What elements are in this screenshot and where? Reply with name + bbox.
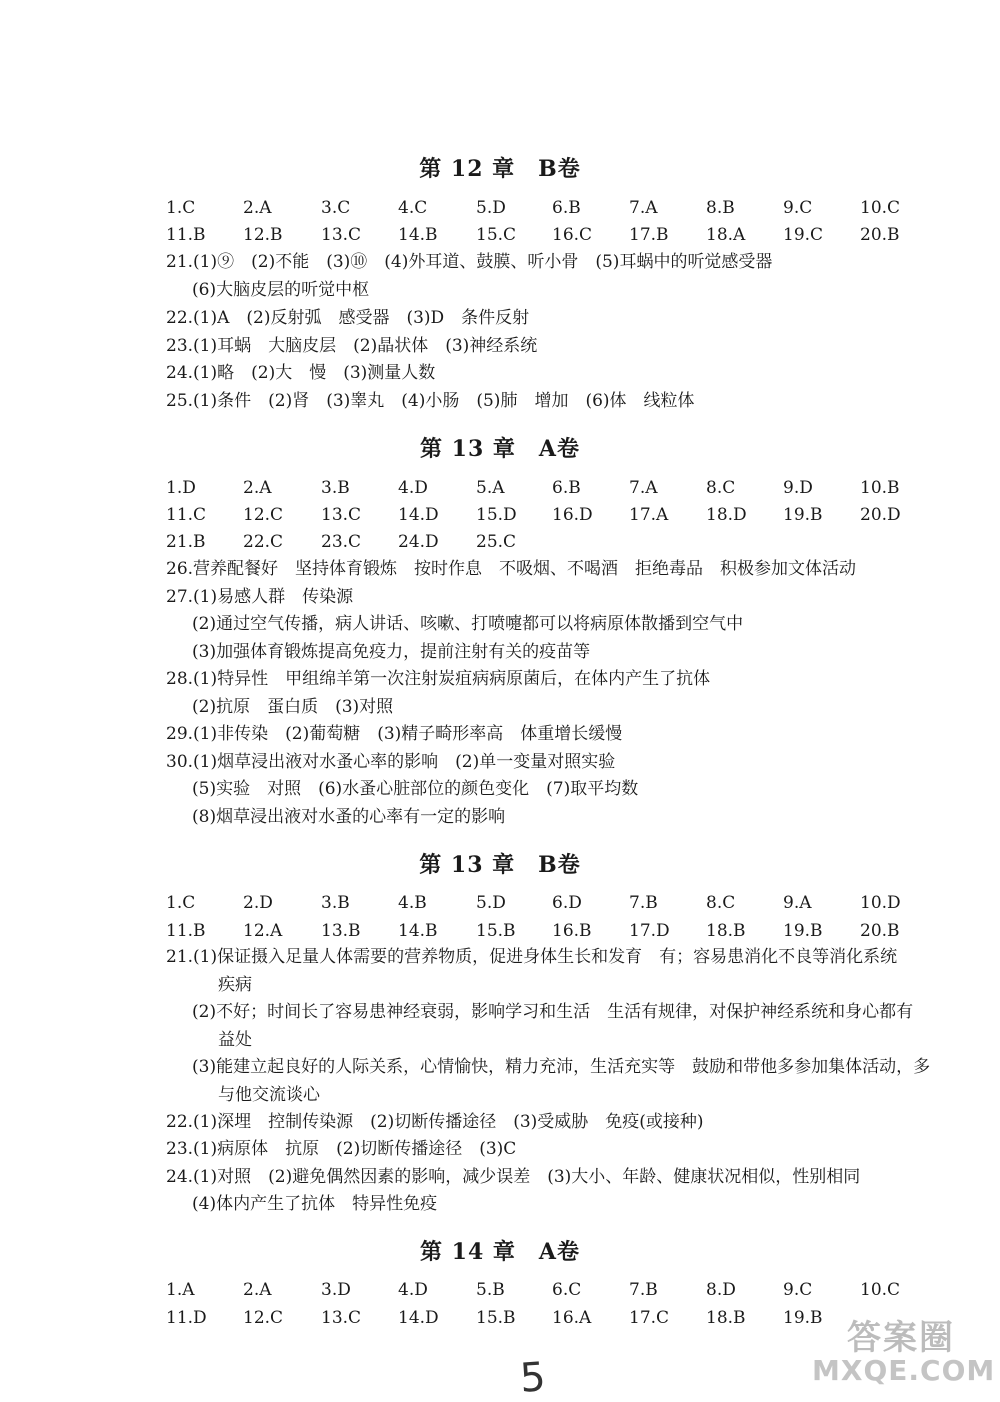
answer-row xyxy=(0,478,1000,504)
answer-cell: 7.B xyxy=(629,893,658,913)
answer-cell: 4.C xyxy=(398,198,428,218)
watermark-url: MXQE.COM xyxy=(812,1354,996,1387)
answer-cell: 13.C xyxy=(321,505,362,525)
answer-cell: 7.A xyxy=(629,478,658,498)
answer-cell: 18.B xyxy=(706,921,746,941)
answer-cell: 15.B xyxy=(476,1308,516,1328)
answer-cell: 1.C xyxy=(166,893,196,913)
answer-line: (3)加强体育锻炼提高免疫力，提前注射有关的疫苗等 xyxy=(192,642,591,662)
answer-cell: 1.C xyxy=(166,198,196,218)
answer-line: 21.(1)保证摄入足量人体需要的营养物质，促进身体生长和发育 有；容易患消化不良等消化系统 xyxy=(166,947,898,967)
answer-line: (4)体内产生了抗体 特异性免疫 xyxy=(192,1194,438,1214)
answer-cell: 19.C xyxy=(783,225,824,245)
section-heading: 第 13 章 A卷 xyxy=(419,436,580,462)
answer-line: 22.(1)A (2)反射弧 感受器 (3)D 条件反射 xyxy=(166,308,530,328)
answer-line: 22.(1)深埋 控制传染源 (2)切断传播途径 (3)受威胁 免疫(或接种) xyxy=(166,1112,704,1132)
answer-cell: 4.D xyxy=(398,478,428,498)
answer-cell: 17.B xyxy=(629,225,669,245)
answer-row xyxy=(0,225,1000,251)
answer-cell: 5.A xyxy=(476,478,505,498)
answer-line: (3)能建立起良好的人际关系，心情愉快，精力充沛，生活充实等 鼓励和带他多参加集体活动，多 xyxy=(192,1057,931,1077)
answer-line: (2)通过空气传播，病人讲话、咳嗽、打喷嚏都可以将病原体散播到空气中 xyxy=(192,614,744,634)
answer-cell: 13.C xyxy=(321,225,362,245)
answer-cell: 16.D xyxy=(552,505,593,525)
answer-cell: 2.A xyxy=(243,1280,272,1300)
answer-cell: 17.C xyxy=(629,1308,670,1328)
answer-cell: 5.B xyxy=(476,1280,505,1300)
answer-cell: 12.C xyxy=(243,505,284,525)
answer-line: 30.(1)烟草浸出液对水蚤心率的影响 (2)单一变量对照实验 xyxy=(166,752,616,772)
answer-line: 27.(1)易感人群 传染源 xyxy=(166,587,354,607)
answer-line: 24.(1)略 (2)大 慢 (3)测量人数 xyxy=(166,363,436,383)
answer-cell: 10.B xyxy=(860,478,900,498)
answer-cell: 14.D xyxy=(398,505,439,525)
answer-line: 26.营养配餐好 坚持体育锻炼 按时作息 不吸烟、不喝酒 拒绝毒品 积极参加文体活动 xyxy=(166,559,857,579)
answer-cell: 3.D xyxy=(321,1280,351,1300)
answer-cell: 19.B xyxy=(783,505,823,525)
answer-line: 29.(1)非传染 (2)葡萄糖 (3)精子畸形率高 体重增长缓慢 xyxy=(166,724,623,744)
answer-cell: 10.C xyxy=(860,198,901,218)
answer-cell: 6.B xyxy=(552,478,581,498)
answer-cell: 9.C xyxy=(783,198,813,218)
answer-line: 疾病 xyxy=(218,975,252,995)
answer-cell: 10.C xyxy=(860,1280,901,1300)
answer-row xyxy=(0,532,1000,558)
answer-cell: 18.B xyxy=(706,1308,746,1328)
answer-row xyxy=(0,505,1000,531)
answer-line: 25.(1)条件 (2)肾 (3)睾丸 (4)小肠 (5)肺 增加 (6)体 线粒体 xyxy=(166,391,695,411)
answer-cell: 10.D xyxy=(860,893,901,913)
answer-cell: 11.C xyxy=(166,505,207,525)
answer-cell: 6.D xyxy=(552,893,582,913)
answer-cell: 12.B xyxy=(243,225,283,245)
answer-cell: 20.D xyxy=(860,505,901,525)
answer-cell: 7.B xyxy=(629,1280,658,1300)
answer-line: (2)不好；时间长了容易患神经衰弱，影响学习和生活 生活有规律，对保护神经系统和身心都有 xyxy=(192,1002,914,1022)
handwritten-page-number: 5 xyxy=(518,1354,548,1402)
section-heading: 第 14 章 A卷 xyxy=(419,1239,580,1265)
answer-cell: 16.B xyxy=(552,921,592,941)
answer-cell: 16.C xyxy=(552,225,593,245)
answer-cell: 4.B xyxy=(398,893,427,913)
answer-cell: 23.C xyxy=(321,532,362,552)
answer-line: (6)大脑皮层的听觉中枢 xyxy=(192,280,370,300)
answer-row xyxy=(0,198,1000,224)
answer-cell: 3.B xyxy=(321,893,350,913)
answer-cell: 3.C xyxy=(321,198,351,218)
section-heading: 第 13 章 B卷 xyxy=(419,852,581,878)
answer-cell: 19.B xyxy=(783,1308,823,1328)
answer-line: (8)烟草浸出液对水蚤的心率有一定的影响 xyxy=(192,807,506,827)
answer-row xyxy=(0,1280,1000,1306)
answer-cell: 2.A xyxy=(243,478,272,498)
answer-line: 24.(1)对照 (2)避免偶然因素的影响，减少误差 (3)大小、年龄、健康状况相似，性别相同 xyxy=(166,1167,861,1187)
answer-cell: 8.D xyxy=(706,1280,736,1300)
watermark-text: 答案圈 xyxy=(847,1318,955,1358)
answer-line: 益处 xyxy=(218,1030,252,1050)
answer-cell: 11.B xyxy=(166,921,206,941)
answer-cell: 17.D xyxy=(629,921,670,941)
answer-cell: 7.A xyxy=(629,198,658,218)
answer-cell: 3.B xyxy=(321,478,350,498)
answer-cell: 25.C xyxy=(476,532,517,552)
answer-cell: 1.D xyxy=(166,478,196,498)
answer-row xyxy=(0,893,1000,919)
answer-line: (5)实验 对照 (6)水蚤心脏部位的颜色变化 (7)取平均数 xyxy=(192,779,639,799)
answer-cell: 14.B xyxy=(398,921,438,941)
answer-cell: 2.D xyxy=(243,893,273,913)
answer-cell: 2.A xyxy=(243,198,272,218)
answer-cell: 6.C xyxy=(552,1280,582,1300)
answer-cell: 24.D xyxy=(398,532,439,552)
answer-cell: 12.A xyxy=(243,921,283,941)
answer-cell: 1.A xyxy=(166,1280,195,1300)
answer-cell: 6.B xyxy=(552,198,581,218)
answer-cell: 9.D xyxy=(783,478,813,498)
answer-cell: 13.B xyxy=(321,921,361,941)
answer-cell: 8.C xyxy=(706,478,736,498)
answer-cell: 20.B xyxy=(860,921,900,941)
answer-cell: 12.C xyxy=(243,1308,284,1328)
answer-cell: 20.B xyxy=(860,225,900,245)
answer-cell: 15.C xyxy=(476,225,517,245)
answer-cell: 15.D xyxy=(476,505,517,525)
answer-line: 23.(1)耳蜗 大脑皮层 (2)晶状体 (3)神经系统 xyxy=(166,336,538,356)
answer-cell: 17.A xyxy=(629,505,669,525)
section-heading: 第 12 章 B卷 xyxy=(419,156,581,182)
watermark-logo xyxy=(808,1308,994,1392)
answer-cell: 14.D xyxy=(398,1308,439,1328)
answer-cell: 4.D xyxy=(398,1280,428,1300)
answer-line: 21.(1)⑨ (2)不能 (3)⑩ (4)外耳道、鼓膜、听小骨 (5)耳蜗中的听觉感受器 xyxy=(166,252,773,272)
answer-line: (2)抗原 蛋白质 (3)对照 xyxy=(192,697,394,717)
answer-cell: 13.C xyxy=(321,1308,362,1328)
answer-cell: 15.B xyxy=(476,921,516,941)
answer-cell: 18.A xyxy=(706,225,746,245)
answer-cell: 9.C xyxy=(783,1280,813,1300)
answer-cell: 22.C xyxy=(243,532,284,552)
answer-cell: 8.B xyxy=(706,198,735,218)
answer-cell: 11.D xyxy=(166,1308,207,1328)
answer-cell: 5.D xyxy=(476,198,506,218)
answer-cell: 8.C xyxy=(706,893,736,913)
answer-line: 与他交流谈心 xyxy=(218,1085,320,1105)
answer-cell: 18.D xyxy=(706,505,747,525)
answer-cell: 19.B xyxy=(783,921,823,941)
answer-cell: 14.B xyxy=(398,225,438,245)
answer-cell: 9.A xyxy=(783,893,812,913)
answer-line: 23.(1)病原体 抗原 (2)切断传播途径 (3)C xyxy=(166,1139,517,1159)
answer-cell: 16.A xyxy=(552,1308,592,1328)
answer-line: 28.(1)特异性 甲组绵羊第一次注射炭疽病病原菌后，在体内产生了抗体 xyxy=(166,669,711,689)
answer-cell: 5.D xyxy=(476,893,506,913)
answer-cell: 21.B xyxy=(166,532,206,552)
answer-cell: 11.B xyxy=(166,225,206,245)
